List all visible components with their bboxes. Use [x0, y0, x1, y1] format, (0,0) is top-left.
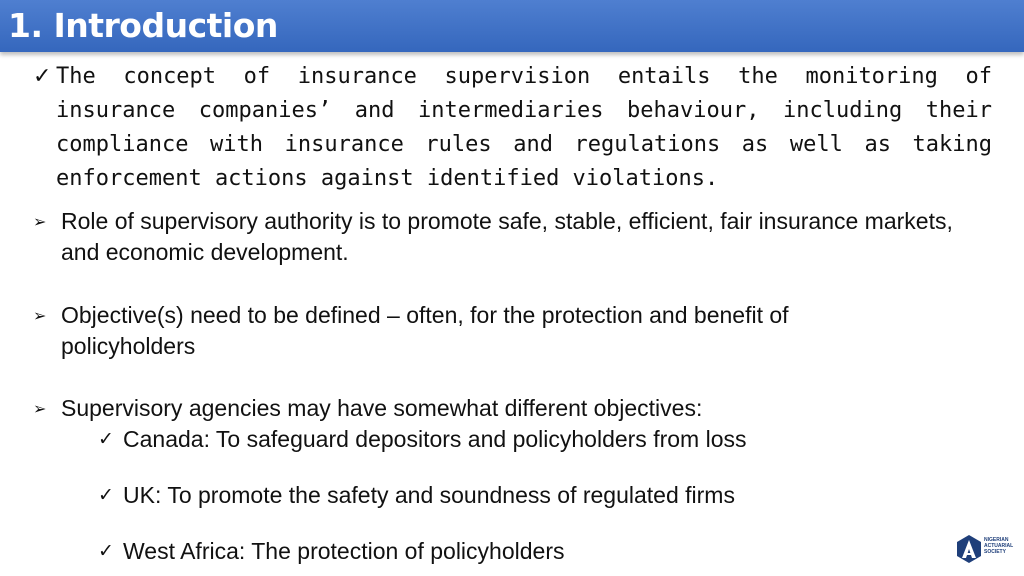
title-bar: [0, 0, 1024, 52]
arrow-bullet-icon: ➢: [33, 212, 47, 231]
bullet-text: Role of supervisory authority is to promote safe, stable, efficient, fair insurance markets, and economic development.: [61, 208, 953, 265]
checkmark-icon: ✓: [33, 64, 52, 89]
checkmark-icon: ✓: [98, 428, 114, 450]
bullet-text: Objective(s) need to be defined – often, for the protection and benefit of policyholders: [61, 302, 789, 359]
logo-emblem-icon: [956, 534, 982, 564]
checkmark-icon: ✓: [98, 540, 114, 562]
arrow-bullet-icon: ➢: [33, 399, 47, 418]
sub-item-text: West Africa: The protection of policyholders: [123, 538, 565, 564]
sub-item-text: UK: To promote the safety and soundness of regulated firms: [123, 482, 735, 508]
intro-paragraph: The concept of insurance supervision entails the monitoring of insurance companies’ and intermediaries behaviour, including their compliance with insurance rules and regulations as well as taking enforcement actions against identified violations.: [56, 64, 992, 191]
slide-title: 1. Introduction: [8, 6, 278, 45]
sub-item-text: Canada: To safeguard depositors and policyholders from loss: [123, 426, 747, 452]
logo-text: NIGERIAN ACTUARIAL SOCIETY: [984, 537, 1014, 555]
checkmark-icon: ✓: [98, 484, 114, 506]
bullet-text: Supervisory agencies may have somewhat different objectives:: [61, 395, 703, 421]
society-logo: [956, 534, 1018, 566]
arrow-bullet-icon: ➢: [33, 306, 47, 325]
